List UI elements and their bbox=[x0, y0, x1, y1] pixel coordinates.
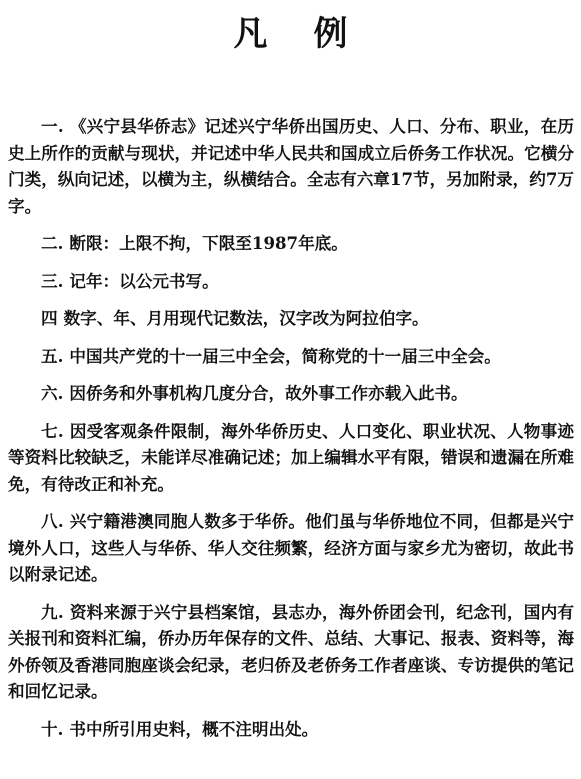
paragraph-number: 一. bbox=[41, 116, 64, 136]
paragraph-4 bbox=[8, 305, 574, 332]
paragraph-text: 因受客观条件限制，海外华侨历史、人口变化、职业状况、人物事迹等资料比较缺乏，未能详尽准确记述；加上编辑水平有限，错误和遗漏在所难免，有待改正和补充。 bbox=[8, 420, 574, 494]
paragraph-number: 二. bbox=[41, 233, 64, 253]
paragraph-5 bbox=[8, 343, 574, 370]
paragraph-number: 七. bbox=[41, 420, 64, 441]
paragraph-number: 四 bbox=[41, 308, 58, 328]
paragraph-text: 数字、年、月用现代记数法，汉字改为阿拉伯字。 bbox=[63, 308, 429, 328]
paragraph-number: 九. bbox=[41, 601, 64, 622]
page-title: 凡例 bbox=[233, 14, 394, 54]
paragraph-10 bbox=[8, 716, 574, 743]
paragraph-number: 六. bbox=[41, 383, 64, 403]
paragraph-text: 资料来源于兴宁县档案馆，县志办，海外侨团会刊，纪念刊，国内有关报刊和资料汇编，侨办历年保存的文件、总结、大事记、报表、资料等，海外侨领及香港同胞座谈会纪录，老归侨及老侨务工作者座谈、专访提供的笔记和回忆记录。 bbox=[8, 601, 574, 701]
paragraph-1 bbox=[8, 113, 574, 219]
paragraph-text: 断限：上限不拘，下限至1987年底。 bbox=[69, 233, 348, 253]
paragraph-text: 因侨务和外事机构几度分合，故外事工作亦载入此书。 bbox=[69, 383, 468, 403]
paragraph-9 bbox=[8, 599, 574, 705]
paragraph-number: 五. bbox=[41, 345, 64, 366]
paragraph-text: 记年：以公元书写。 bbox=[69, 270, 219, 291]
paragraph-text: 中国共产党的十一届三中全会，简称党的十一届三中全会。 bbox=[69, 345, 501, 366]
paragraph-number: 三. bbox=[41, 270, 64, 291]
paragraph-text: 兴宁籍港澳同胞人数多于华侨。他们虽与华侨地位不同，但都是兴宁境外人口，这些人与华侨、华人交往频繁，经济方面与家乡尤为密切，故此书以附录记述。 bbox=[8, 511, 574, 584]
paragraph-8 bbox=[8, 508, 574, 588]
paragraph-7 bbox=[8, 418, 574, 498]
paragraph-text: 《兴宁县华侨志》记述兴宁华侨出国历史、人口、分布、职业，在历史上所作的贡献与现状，并记述中华人民共和国成立后侨务工作状况。它横分门类，纵向记述，以横为主，纵横结合。全志有六章17节，另加附录，约7万字。 bbox=[8, 116, 574, 216]
paragraph-number: 八. bbox=[41, 511, 64, 531]
paragraph-text: 书中所引用史料，概不注明出处。 bbox=[69, 718, 319, 739]
paragraph-3 bbox=[8, 268, 574, 295]
paragraph-2 bbox=[8, 230, 574, 257]
paragraph-6 bbox=[8, 380, 574, 407]
document-body bbox=[8, 113, 574, 753]
paragraph-number: 十. bbox=[41, 718, 64, 739]
